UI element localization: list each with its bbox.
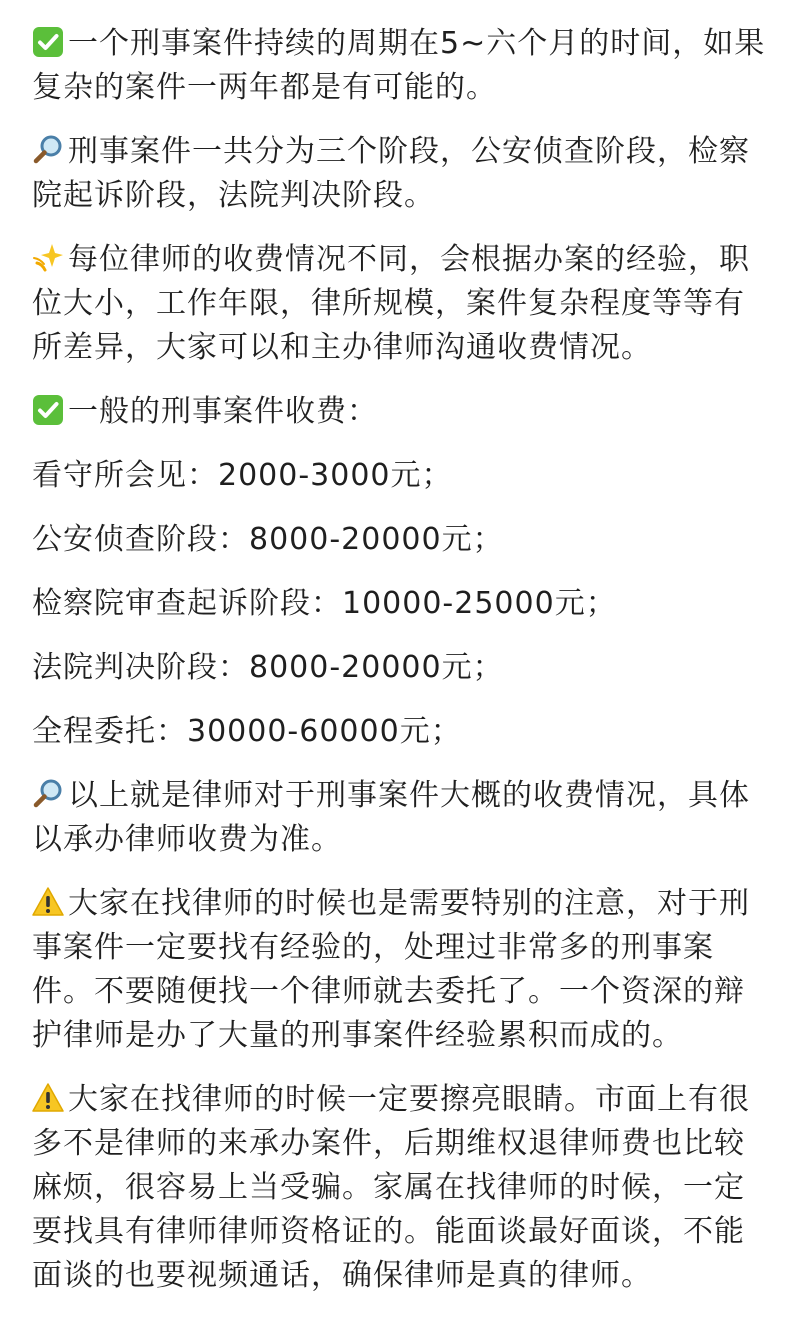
magnifier-icon [32, 778, 64, 810]
fee-item-detention-visit [32, 454, 772, 498]
check-icon [32, 394, 64, 426]
paragraph-warning-experience [32, 882, 772, 1058]
fee-item-text: 公安侦查阶段：8000-20000元； [32, 522, 504, 557]
paragraph-duration [32, 22, 772, 110]
fee-item-text: 法院判决阶段：8000-20000元； [32, 650, 504, 685]
warning-icon [32, 886, 64, 918]
paragraph-fee-heading [32, 390, 772, 434]
paragraph-text: 一个刑事案件持续的周期在5~六个月的时间，如果复杂的案件一两年都是有可能的。 [32, 26, 766, 105]
paragraph-stages [32, 130, 772, 218]
paragraph-text: 刑事案件一共分为三个阶段，公安侦查阶段，检察院起诉阶段，法院判决阶段。 [32, 134, 750, 213]
paragraph-text: 每位律师的收费情况不同，会根据办案的经验，职位大小，工作年限，律所规模，案件复杂程度等等有所差异，大家可以和主办律师沟通收费情况。 [32, 242, 750, 365]
fee-item-procuratorate-review [32, 582, 772, 626]
paragraph-fee-summary [32, 774, 772, 862]
paragraph-text: 大家在找律师的时候一定要擦亮眼睛。市面上有很多不是律师的来承办案件，后期维权退律师费也比较麻烦，很容易上当受骗。家属在找律师的时候，一定要找具有律师律师资格证的。能面谈最好面谈，不能面谈的也要视频通话，确保律师是真的律师。 [32, 1082, 750, 1293]
warning-icon [32, 1082, 64, 1114]
fee-item-text: 检察院审查起诉阶段：10000-25000元； [32, 586, 617, 621]
sparkle-icon [32, 242, 64, 274]
fee-item-text: 看守所会见：2000-3000元； [32, 458, 453, 493]
fee-item-text: 全程委托：30000-60000元； [32, 714, 462, 749]
paragraph-text: 以上就是律师对于刑事案件大概的收费情况，具体以承办律师收费为准。 [32, 778, 750, 857]
paragraph-text: 大家在找律师的时候也是需要特别的注意，对于刑事案件一定要找有经验的，处理过非常多的刑事案件。不要随便找一个律师就去委托了。一个资深的辩护律师是办了大量的刑事案件经验累积而成的。 [32, 886, 750, 1053]
check-icon [32, 26, 64, 58]
paragraph-fee-factors [32, 238, 772, 370]
magnifier-icon [32, 134, 64, 166]
fee-item-police-investigation [32, 518, 772, 562]
fee-item-full-entrustment [32, 710, 772, 754]
fee-item-court-judgment [32, 646, 772, 690]
paragraph-warning-verify [32, 1078, 772, 1298]
paragraph-text: 一般的刑事案件收费： [68, 394, 378, 429]
